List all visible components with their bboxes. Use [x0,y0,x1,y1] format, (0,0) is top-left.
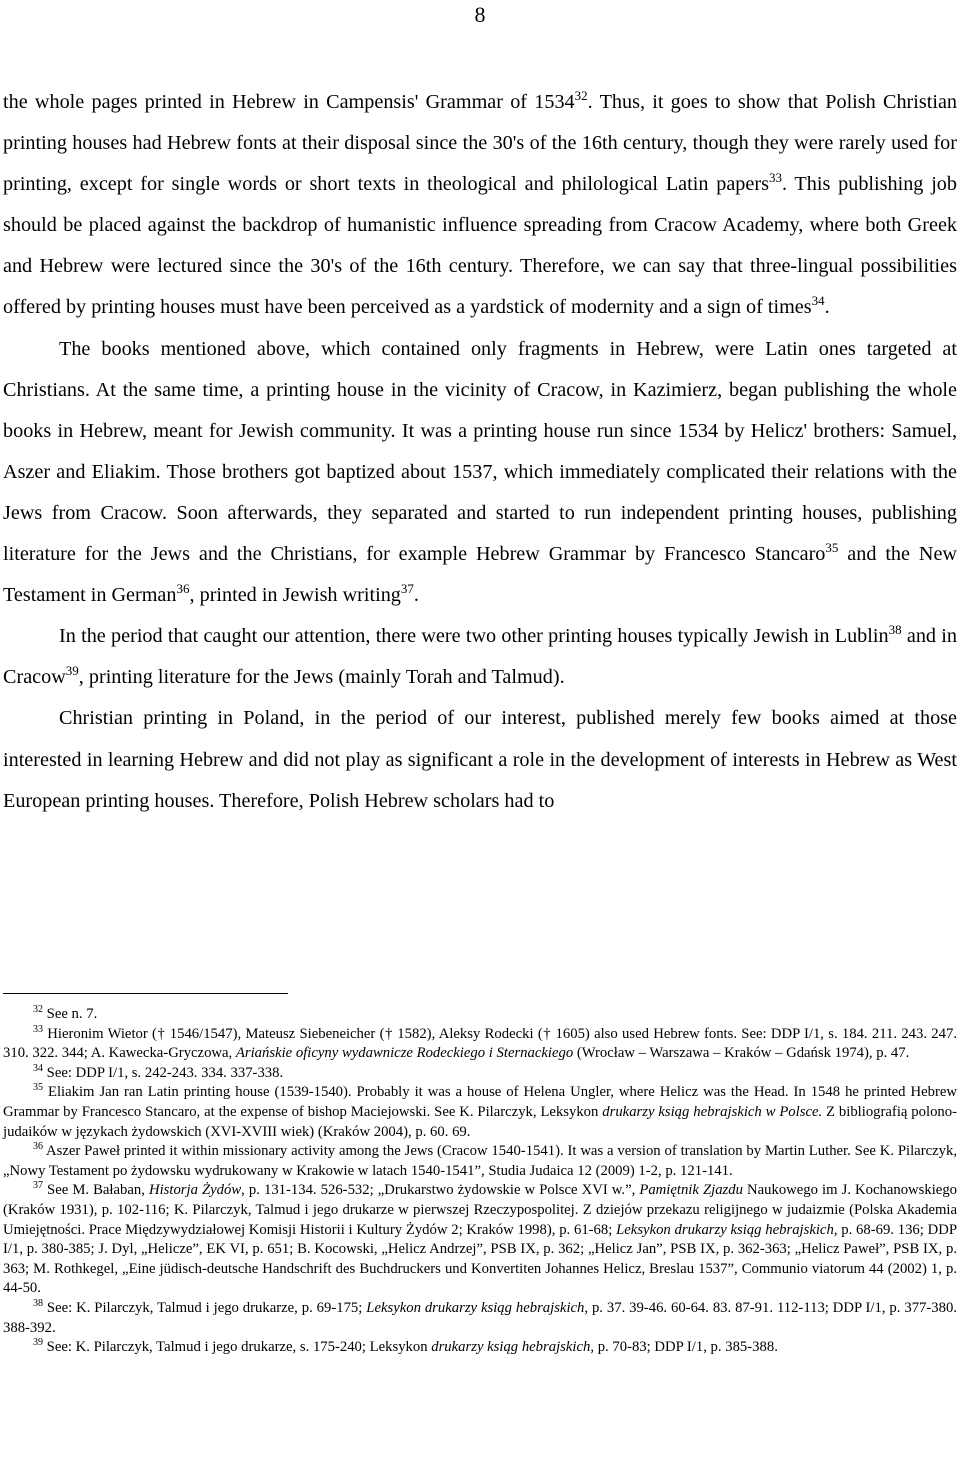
text-run: . Thus, it goes to show that Polish Christian printing houses had Hebrew fonts at their disposal since the 30's of the 16th century, though they were rarely used for printing, except for single words or short texts in theological and philological Latin papers [3,91,957,196]
text-run: The books mentioned above, which contained only fragments in Hebrew, were Latin ones targeted at Christians. At the same time, a printing house in the vicinity of Cracow, in Kazimierz, began publishing the whole books in Hebrew, meant for Jewish community. It was a printing house run since 1534 by Helicz' brothers: Samuel, Aszer and Eliakim. Those brothers got baptized about 1537, which immediately complicated their relations with the Jews from Cracow. Soon afterwards, they separated and started to run independent printing houses, publishing literature for the Jews and the Christians, for example Hebrew Grammar by Francesco Stancaro [3,337,957,566]
footnote-number: 35 [33,1082,43,1094]
footnote-text: Naukowego im J. Kochanowskiego (Kraków 1931), p. 102-116; K. Pilarczyk, Talmud i jego drukarze w pierwszej Rzeczypospolitej. Z dziejów przekazu religijnego w judaizmie (Polska Akademia Umiejętności. Prace Międzywydziałowej Komisji Historii i Kultury Żydów 2; Kraków 1998), p. 61-68; [3,1182,958,1238]
footnote-italic: drukarzy ksiąg hebrajskich [431,1339,591,1356]
footnote-text: , p. 37. 39-46. 60-64. 83. 87-91. 112-113; DDP I/1, p. 377-380. 388-392. [3,1299,957,1336]
footnote-number: 32 [33,1004,43,1015]
footnote-number: 36 [33,1141,43,1153]
footnote-32 [3,1005,957,1025]
text-run: In the period that caught our attention, there were two other printing houses typically Jewish in Lublin [59,625,889,648]
footnote-text: , p. 68-69. 136; DDP I/1, p. 380-385; J. Dyl, „Helicze”, EK VI, p. 651; B. Kocowski, „Helicz Andrzej”, PSB IX, p. 362; „Helicz Jan”, PSB IX, p. 362-363; „Helicz Paweł”, PSB IX, p. 363; M. Rothkegel, „Eine jüdisch-deutsche Handschrift des Buchdruckers und Konvertiten Johannes Helicz, Breslau 1537”, Communio viatorum 44 (2002) 1, p. 44-50. [3,1221,957,1297]
footnote-37 [3,1181,957,1299]
page-number: 8 [474,2,486,27]
footnote-text: See: DDP I/1, s. 242-243. 334. 337-338. [43,1064,284,1081]
footnote-text: Hieronim Wietor († 1546/1547), Mateusz Siebeneicher († 1582), Aleksy Rodecki († 1605) also used Hebrew fonts. See: DDP I/1, s. 184. 211. 243. 247. 310. 322. 344; A. Kawecka-Gryczowa, [3,1025,957,1062]
footnote-text: Eliakim Jan ran Latin printing house (1539-1540). Probably it was a house of Helena Ungler, where Helicz was the Head. In 1548 he printed Hebrew Grammar by Francesco Stancaro, at the expense of bishop Maciejowski. See K. Pilarczyk, Leksykon [3,1084,957,1120]
text-run: and in Cracow [3,625,957,689]
footnote-text: See M. Bałaban, [43,1182,149,1199]
footnote-italic: Ariańskie oficyny wydawnicze Rodeckiego i Sternackiego [235,1045,574,1062]
footnote-italic: drukarzy ksiąg hebrajskich w Polsce. [602,1103,823,1120]
footnote-italic: Historja Żydów [148,1182,242,1199]
footnote-number: 33 [33,1023,43,1035]
footnote-italic: Pamiętnik Zjazdu [639,1182,743,1199]
footnote-ref-37: 37 [400,581,414,597]
paragraph-3 [3,616,957,698]
text-run: the whole pages printed in Hebrew in Campensis' Grammar of 1534 [3,91,575,113]
text-run: Christian printing in Poland, in the period of our interest, published merely few books aimed at those interested in learning Hebrew and did not play as significant a role in the development of interests in Hebrew as West European printing houses. Therefore, Polish Hebrew scholars had to [3,707,957,812]
footnote-number: 34 [33,1062,43,1074]
footnote-ref-35: 35 [825,540,839,556]
footnotes [3,1005,957,1358]
footnote-divider [3,993,288,994]
footnote-36 [3,1142,957,1181]
footnote-ref-32: 32 [574,88,588,103]
footnote-text: , p. 70-83; DDP I/1, p. 385-388. [590,1339,778,1356]
text-run: . This publishing job should be placed against the backdrop of humanistic influence spreading from Cracow Academy, where both Greek and Hebrew were lectured since the 30's of the 16th century. Therefore, we can say that three-lingual possibilities offered by printing houses must have been perceived as a yardstick of modernity and a sign of times [3,173,957,319]
footnote-text: , p. 131-134. 526-532; „Drukarstwo żydowskie w Polsce XVI w.”, [241,1182,640,1199]
text-run: . [413,584,419,607]
footnote-ref-38: 38 [888,622,902,638]
text-run: . [824,296,830,319]
footnote-ref-39: 39 [65,663,79,679]
footnote-text: (Wrocław – Warszawa – Kraków – Gdańsk 1974), p. 47. [573,1045,910,1062]
footnote-text: Z bibliografią polono-judaików w językach żydowskich (XVI-XVIII wiek) (Kraków 2004), p. 60. 69. [3,1103,957,1140]
text-run: , printing literature for the Jews (mainly Torah and Talmud). [78,666,565,689]
text-run: , printed in Jewish writing [189,584,401,607]
footnote-italic: Leksykon drukarzy ksiąg hebrajskich [366,1299,585,1316]
footnote-number: 39 [33,1337,43,1349]
paragraph-4 [3,698,957,821]
footnote-33 [3,1025,957,1064]
text-run: and the New Testament in German [3,543,957,607]
footnote-ref-33: 33 [768,170,782,186]
footnote-number: 38 [33,1297,43,1309]
body-text [3,82,957,822]
footnote-text: See n. 7. [43,1006,98,1022]
footnote-text: Aszer Paweł printed it within missionary activity among the Jews (Cracow 1540-1541). It was a version of translation by Martin Luther. See K. Pilarczyk, „Nowy Testament po żydowsku wydrukowany w Krakowie w latach 1540-1541”, Studia Judaica 12 (2009) 1-2, p. 121-141. [3,1143,957,1179]
footnote-35 [3,1083,957,1142]
footnote-ref-36: 36 [176,581,190,597]
footnote-italic: Leksykon drukarzy ksiąg hebrajskich [616,1221,834,1238]
footnote-number: 37 [33,1180,43,1192]
paragraph-2 [3,329,957,617]
footnote-38 [3,1299,957,1338]
footnote-text: See: K. Pilarczyk, Talmud i jego drukarze, s. 175-240; Leksykon [43,1339,432,1356]
footnote-39 [3,1338,957,1358]
footnote-34 [3,1064,957,1084]
footnote-ref-34: 34 [811,293,825,309]
footnote-text: See: K. Pilarczyk, Talmud i jego drukarze, p. 69-175; [43,1299,367,1316]
paragraph-1 [3,82,957,329]
